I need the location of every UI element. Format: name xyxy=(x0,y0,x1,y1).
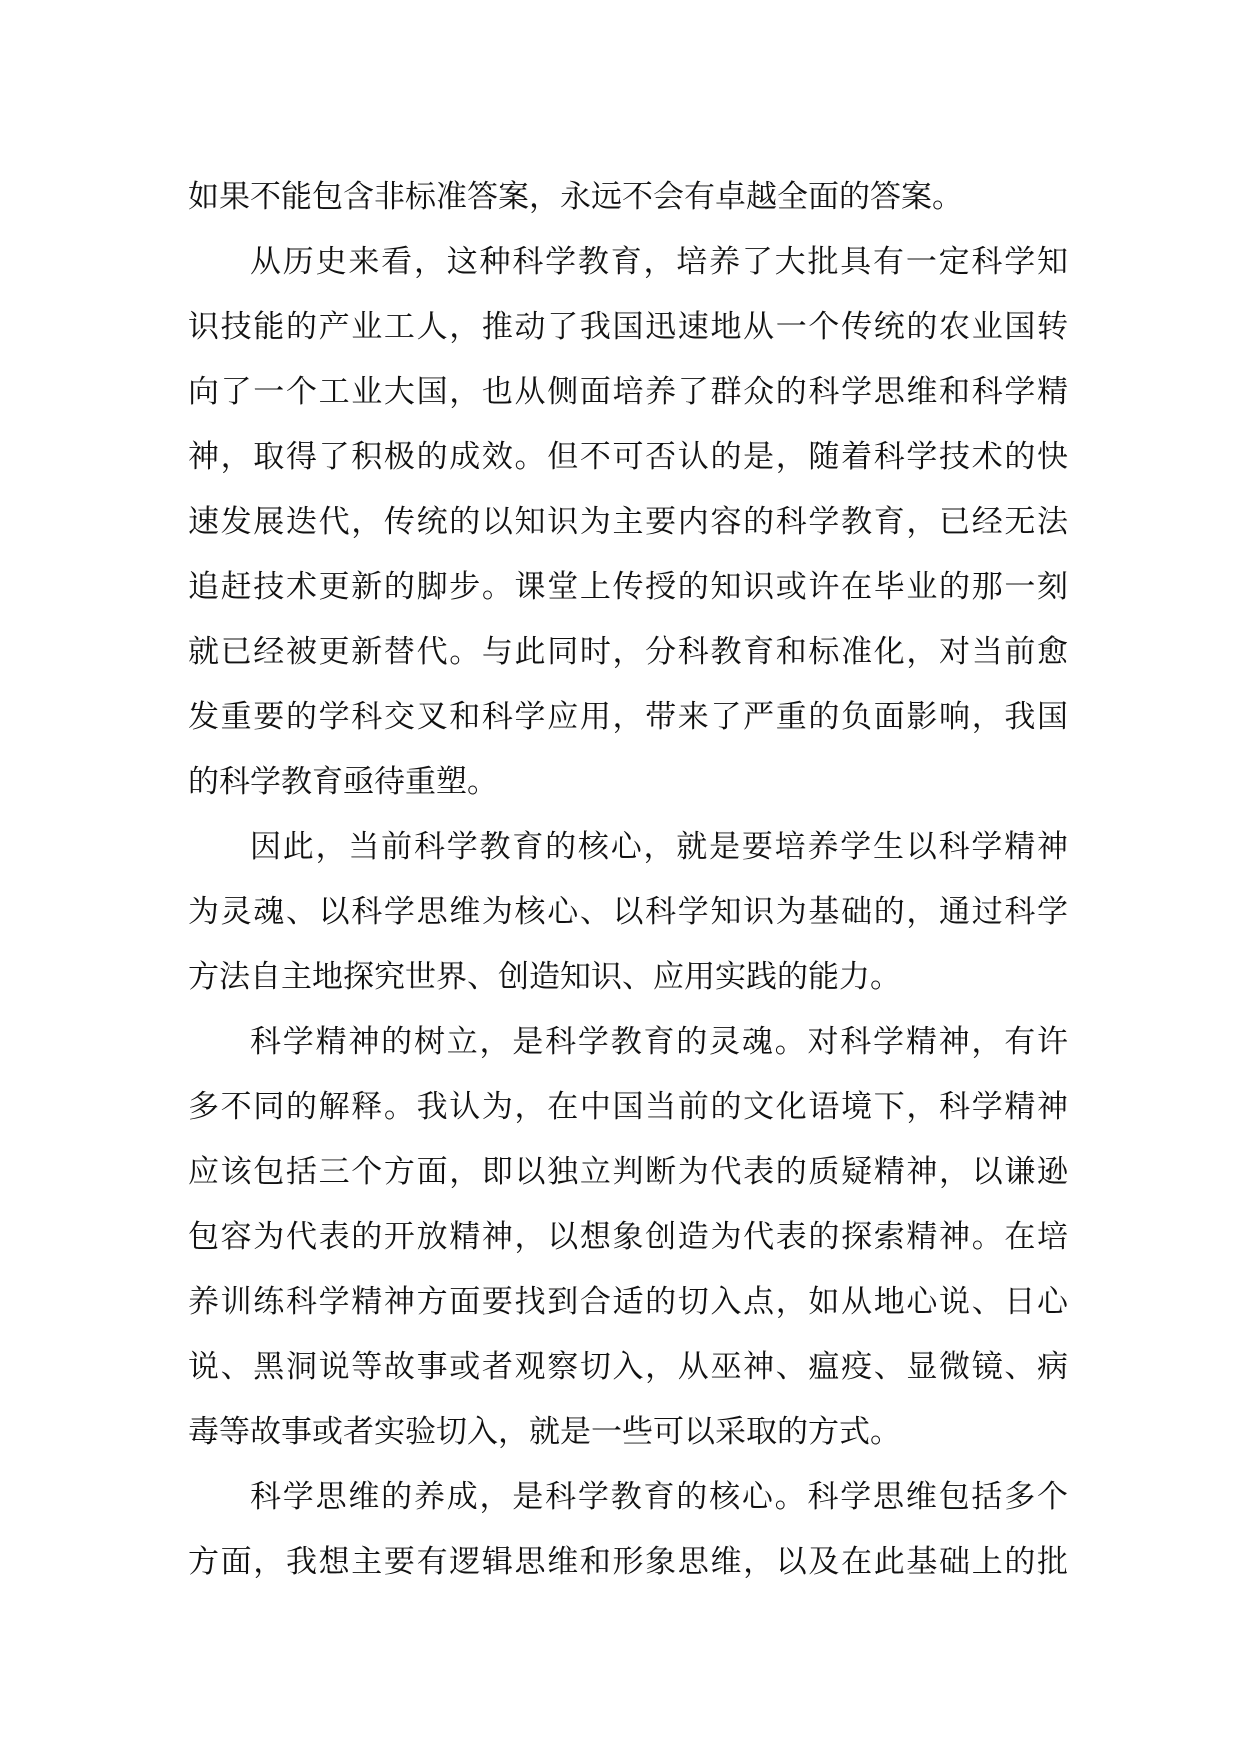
text-line: 就已经被更新替代。与此同时，分科教育和标准化，对当前愈 xyxy=(188,634,1068,670)
text-line: 包容为代表的开放精神，以想象创造为代表的探索精神。在培 xyxy=(188,1219,1068,1255)
text-line: 速发展迭代，传统的以知识为主要内容的科学教育，已经无法 xyxy=(188,504,1068,540)
text-line: 养训练科学精神方面要找到合适的切入点，如从地心说、日心 xyxy=(188,1284,1068,1320)
text-line: 科学精神的树立，是科学教育的灵魂。对科学精神，有许 xyxy=(250,1024,1068,1060)
text-line: 因此，当前科学教育的核心，就是要培养学生以科学精神 xyxy=(250,829,1068,865)
text-line: 追赶技术更新的脚步。课堂上传授的知识或许在毕业的那一刻 xyxy=(188,569,1068,605)
text-line: 发重要的学科交叉和科学应用，带来了严重的负面影响，我国 xyxy=(188,699,1068,735)
body-text xyxy=(188,165,1068,1595)
text-line: 如果不能包含非标准答案，永远不会有卓越全面的答案。 xyxy=(188,179,963,215)
text-line: 方法自主地探究世界、创造知识、应用实践的能力。 xyxy=(188,959,901,995)
text-line: 为灵魂、以科学思维为核心、以科学知识为基础的，通过科学 xyxy=(188,894,1068,930)
text-line: 的科学教育亟待重塑。 xyxy=(188,764,498,800)
text-line: 科学思维的养成，是科学教育的核心。科学思维包括多个 xyxy=(250,1479,1068,1515)
text-line: 应该包括三个方面，即以独立判断为代表的质疑精神，以谦逊 xyxy=(188,1154,1068,1190)
text-line: 从历史来看，这种科学教育，培养了大批具有一定科学知 xyxy=(250,244,1068,280)
text-line: 说、黑洞说等故事或者观察切入，从巫神、瘟疫、显微镜、病 xyxy=(188,1349,1068,1385)
text-line: 识技能的产业工人，推动了我国迅速地从一个传统的农业国转 xyxy=(188,309,1068,345)
text-line: 神，取得了积极的成效。但不可否认的是，随着科学技术的快 xyxy=(188,439,1068,475)
text-line: 毒等故事或者实验切入，就是一些可以采取的方式。 xyxy=(188,1414,901,1450)
text-line: 多不同的解释。我认为，在中国当前的文化语境下，科学精神 xyxy=(188,1089,1068,1125)
text-line: 方面，我想主要有逻辑思维和形象思维，以及在此基础上的批 xyxy=(188,1544,1068,1580)
text-line: 向了一个工业大国，也从侧面培养了群众的科学思维和科学精 xyxy=(188,374,1068,410)
